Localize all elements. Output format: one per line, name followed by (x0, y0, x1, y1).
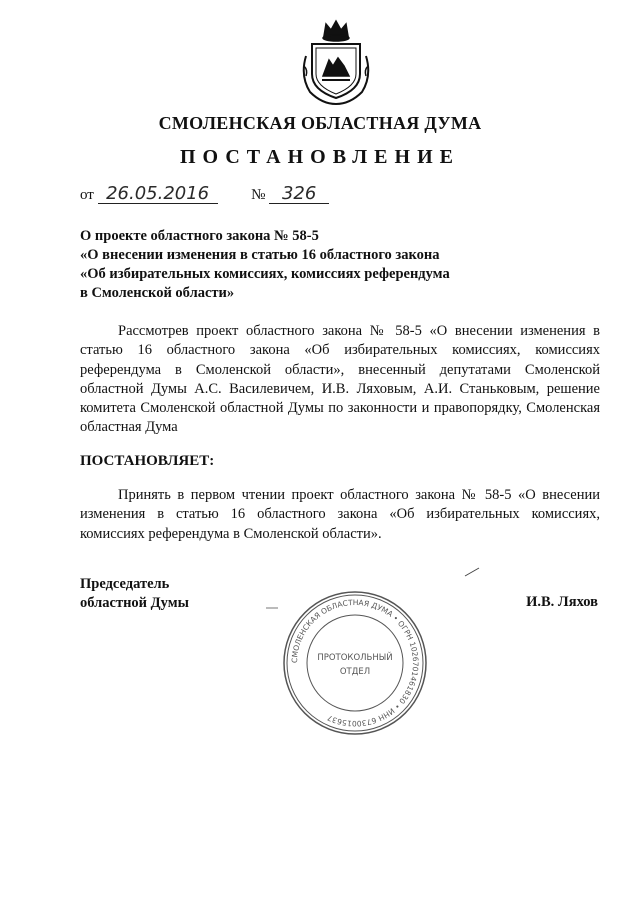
signature-mark-icon (464, 567, 480, 577)
document-subject (80, 227, 560, 303)
subject-line: «О внесении изменения в статью 16 областного закона (80, 247, 440, 263)
subject-line: О проекте областного закона № 58-5 (80, 228, 319, 244)
signatory-title-line: областной Думы (80, 595, 189, 611)
date-prefix: от (80, 187, 94, 203)
signature-mark-icon (266, 606, 278, 610)
date-number-line (80, 185, 329, 204)
document-number: 326 (269, 185, 329, 204)
document-date: 26.05.2016 (98, 185, 218, 204)
preamble-paragraph: Рассмотрев проект областного закона № 58-5 «О внесении изменения в статью 16 областного закона «Об избирательных комиссиях, комиссиях референдума в Смоленской области», внесенный депутатами Смоленской областной Думы А.С. Василевичем, И.В. Ляховым, А.И. Станьковым, решение комитета Смоленской областной Думы по законности и правопорядку, Смоленская областная Дума (80, 323, 600, 436)
smolensk-coat-of-arms-icon (300, 18, 372, 108)
resolution-paragraph: Принять в первом чтении проект областного закона № 58-5 «О внесении изменения в статью 16 областного закона «Об избирательных комиссиях, комиссиях референдума в Смоленской области». (80, 487, 600, 542)
subject-line: «Об избирательных комиссиях, комиссиях референдума (80, 266, 450, 282)
signatory-title-line: Председатель (80, 576, 170, 592)
stamp-ring-text: СМОЛЕНСКАЯ ОБЛАСТНАЯ ДУМА • ОГРН 1026701461830 • ИНН 6730015637 (289, 597, 421, 729)
resolves-heading: ПОСТАНОВЛЯЕТ: (80, 453, 215, 469)
stamp-center-text: ПРОТОКОЛЬНЫЙ (317, 653, 393, 663)
signatory-title (80, 575, 189, 613)
signatory-name: И.В. Ляхов (526, 594, 598, 610)
organization-name: СМОЛЕНСКАЯ ОБЛАСТНАЯ ДУМА (158, 113, 482, 133)
subject-line: в Смоленской области» (80, 285, 235, 301)
stamp-center-text: ОТДЕЛ (339, 667, 371, 677)
document-type: ПОСТАНОВЛЕНИЕ (180, 146, 460, 168)
svg-text:СМОЛЕНСКАЯ ОБЛАСТНАЯ ДУМА • ОГ (290, 598, 420, 728)
seal-stamp-icon (280, 588, 430, 738)
number-prefix: № (251, 187, 266, 203)
